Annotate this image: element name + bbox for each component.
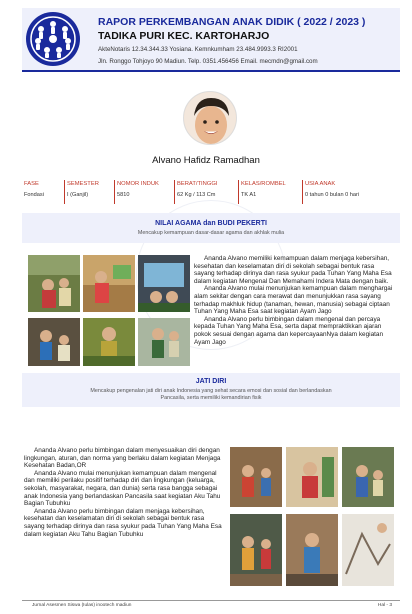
section-agama-banner [22, 213, 400, 243]
activity-photo [83, 318, 135, 366]
student-name: Alvano Hafidz Ramadhan [152, 155, 260, 166]
activity-photo [83, 255, 135, 312]
info-label: FASE [24, 181, 39, 187]
info-label: KELAS/ROMBEL [241, 181, 286, 187]
activity-photo [230, 514, 282, 586]
info-label: USIA ANAK [305, 181, 336, 187]
activity-photo [286, 514, 338, 586]
info-usia-anak [302, 180, 359, 204]
section-jati-diri-banner [22, 373, 400, 407]
info-nomor-induk [114, 180, 159, 204]
info-value: Fondasi [24, 192, 44, 198]
activity-photo [138, 318, 190, 366]
activity-photo [28, 255, 80, 312]
report-header [22, 8, 400, 72]
page-number: Hal - 3 [377, 603, 392, 608]
info-value: 0 tahun 0 bulan 0 hari [305, 192, 360, 198]
info-label: BERAT/TINGGI [177, 181, 218, 187]
activity-photo [28, 318, 80, 366]
page-footer [22, 600, 400, 608]
school-name: TADIKA PURI KEC. KARTOHARJO [98, 30, 270, 42]
info-value: 62 Kg / 113 Cm [177, 192, 216, 198]
student-photo [183, 91, 237, 145]
info-kelas-rombel [238, 180, 286, 204]
paragraph: Ananda Alvano perlu bimbingan dalam menyesuaikan diri dengan lingkungan, aturan, dan norma yang berlaku dalam kegiatan Menjaga Kesehatan Badan,OR [24, 447, 221, 470]
report-title: RAPOR PERKEMBANGAN ANAK DIDIK ( 2022 / 2023 ) [98, 16, 366, 28]
info-label: NOMOR INDUK [117, 181, 159, 187]
section-subtitle: Mencakup kemampuan dasar-dasar agama dan akhlak mulia [137, 230, 285, 236]
activity-photo [138, 255, 190, 312]
info-value: TK A1 [241, 192, 257, 198]
student-info-row [22, 180, 400, 204]
info-berat-tinggi [174, 180, 217, 204]
paragraph: Ananda Alvano mulai menunjukan kemampuan dalam mengenal dan memiliki perilaku positif terhadap diri dan lingkungan (keluarga, sekolah, masyarakat, negara, dan dunia) serta rasa bangga sebagai anak Indonesia yang berlandaskan Pancasila saat kegiatan Aku Tahu Bagian Tubuhku [24, 469, 221, 508]
section-title: JATI DIRI [195, 378, 227, 385]
footer-left-text: Jurnal Asesmen Siswa (Iulas) inootech madiun [32, 603, 132, 608]
school-address: Jln. Ronggo Tohjoyo 90 Madiun. Telp. 0351.456456 Email. mecmdn@gmail.com [98, 58, 318, 65]
info-value: 5810 [117, 192, 130, 198]
section-title: NILAI AGAMA dan BUDI PEKERTI [155, 220, 267, 227]
section-jati-diri-text [24, 447, 222, 538]
info-label: SEMESTER [67, 181, 99, 187]
section-subtitle: Mencakup pengenalan jati diri anak Indonesia yang sehat secara emosi dan sosial dan berlandaskan Pancasila, serta memiliki kemandirian fisik [90, 388, 332, 401]
info-semester [64, 180, 99, 204]
paragraph: Ananda Alvano perlu bimbingan dalam menjaga kebersihan, kesehatan dan keselamatan diri di sekolah sebagai bentuk rasa sayang terhadap dirinya dan rasa syukur pada Tuhan Yang Maha Esa dalam kegiatan Aku Tahu Bagian Tubuhku [24, 507, 222, 538]
paragraph: Ananda Alvano memiliki kemampuan dalam menjaga kebersihan, kesehatan dan keselamatan diri di sekolah sebagai bentuk rasa sayang terhadap dirinya dan rasa syukur pada Tuhan Yang Maha Esa dalam kegiatan Mengenal Dan Memahami Indera Mata dengan baik. [194, 255, 392, 285]
activity-photo [342, 514, 394, 586]
activity-photo [230, 447, 282, 507]
school-logo [26, 12, 80, 66]
activity-photo [286, 447, 338, 507]
section-agama-text [194, 255, 394, 346]
info-value: I (Ganjil) [67, 192, 89, 198]
school-akte: AkteNotaris 12.34.344.33 Yosiana. Kemnkumham 23.484.9993.3 RI2001 [98, 46, 298, 53]
info-fase [24, 180, 44, 204]
paragraph: Ananda Alvano perlu bimbingan dalam mengenal dan percaya kepada Tuhan Yang Maha Esa, serta dapat mempraktikkan ajaran pokok sesuai dengan agama dan kepercayaanNya dalam kegiatan Ayam Jago [194, 315, 384, 346]
activity-photo [342, 447, 394, 507]
paragraph: Ananda Alvano mulai menunjukan kemampuan dalam menghargai alam sekitar dengan cara merawat dan menunjukkan rasa sayang terhadap makhluk hidup (tanaman, hewan, manusia) sebagai ciptaan Tuhan Yang Maha Esa saat kegiatan Ayam Jago [194, 285, 393, 316]
